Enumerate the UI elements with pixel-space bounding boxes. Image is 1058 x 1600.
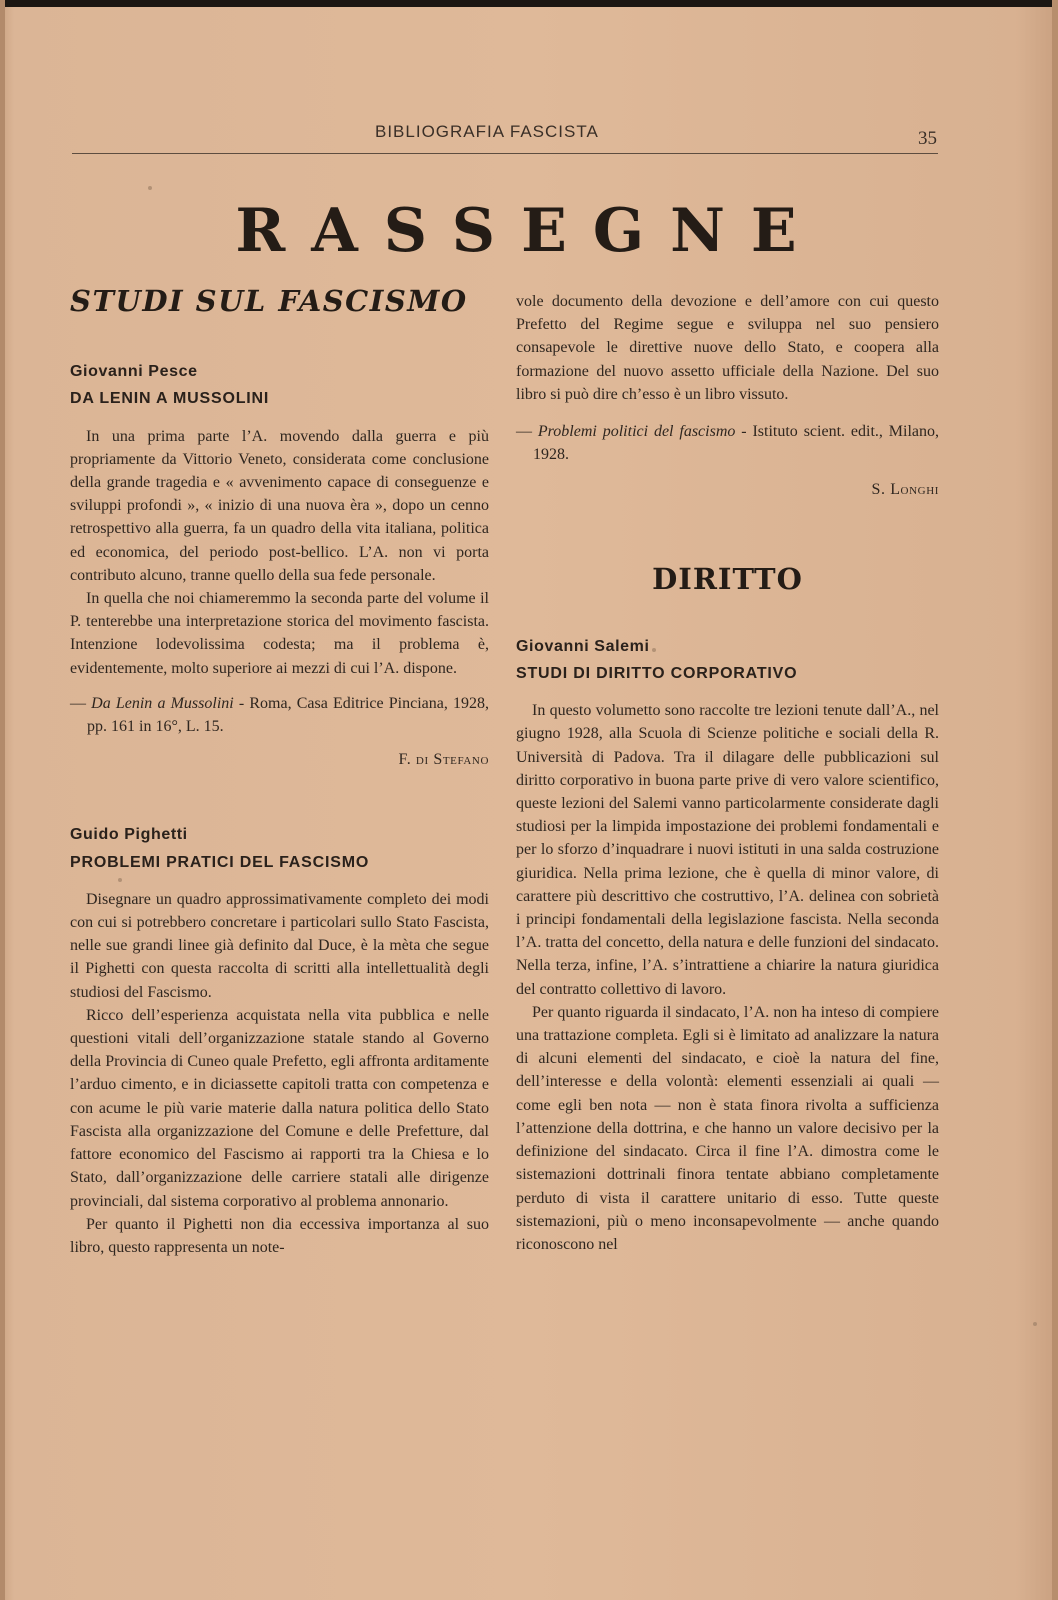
review-author: Guido Pighetti [70, 826, 188, 844]
category-title: DIRITTO [652, 561, 803, 596]
review-body [516, 699, 939, 1256]
reviewer-signature [70, 748, 489, 771]
review-paragraph: Per quanto riguarda il sindacato, l’A. non ha inteso di compiere una trattazione completa. Egli si è limitato ad analizzare la natura di alcuni elementi del sindacato, e cioè la natura del fine, dell’interesse e della volontà: elementi essenziali ai quali — come egli ben nota — non è stata finora rivolta a sufficienza l’attenzione della dottrina, e che hanno un valore decisivo per la definizione del sindacato. Circa il fine l’A. dimostra come le sistemazioni dottrinali finora tentate abbiano completamente perduto di vista il carattere unitario di esso. Tutte queste sistemazioni, più o meno inconsapevolmente — anche quando riconoscono nel [516, 1003, 939, 1253]
review-citation [70, 692, 489, 738]
paper-speck [1033, 1322, 1037, 1326]
review-salemi [516, 635, 939, 1256]
signature-name: di Stefano [415, 751, 489, 769]
review-paragraph: Disegnare un quadro approssimativamente completo dei modi con cui si potrebbero concretare i particolari sullo Stato Fascista, nelle sue grandi linee già definito dal Duce, è la mèta che segue il Pighetti con questa raccolta di scritti alla intellettualità degli studiosi del Fascismo. [70, 890, 489, 1001]
review-title: STUDI DI DIRITTO CORPORATIVO [516, 665, 798, 683]
citation-dash: — [516, 423, 538, 441]
paper-speck [652, 648, 656, 652]
review-body [70, 888, 489, 1259]
signature-initial: S. [871, 481, 891, 499]
citation-title: Problemi politici del fascismo [537, 423, 736, 441]
review-paragraph: vole documento della devozione e dell’amore con cui questo Prefetto del Regime segue e sviluppa nel suo pensiero consapevole le direttive nuove dello Stato, e coopera alla formazione del nuovo assetto ufficiale della Nazione. Del suo libro si può dire ch’esso è un libro vissuto. [516, 293, 939, 403]
review-body [70, 425, 489, 680]
review-citation [516, 420, 939, 466]
review-pighetti [70, 823, 489, 1259]
review-paragraph: Per quanto il Pighetti non dia eccessiva importanza al suo libro, questo rappresenta un note- [70, 1215, 489, 1256]
left-column [70, 284, 489, 1259]
scan-top-border [0, 0, 1058, 7]
review-author: Giovanni Salemi [516, 637, 650, 655]
header-rule [72, 153, 938, 154]
paper-speck [148, 186, 152, 190]
citation-details: - Istituto scient. edit., Milano, 1928. [533, 423, 939, 464]
review-title: PROBLEMI PRATICI DEL FASCISMO [70, 853, 370, 871]
review-paragraph: Ricco dell’esperienza acquistata nella vita pubblica e nelle questioni vitali dell’organizzazione statale stando al Governo della Provincia di Cuneo quale Prefetto, egli affronta arditamente l’arduo cimento, e in diciassette capitoli tratta con competenza e con acume le più varie materie dalla natura politica dello Stato Fascista alla organizzazione del Comune e delle Prefetture, dal fattore economico del Fascismo ai rapporti tra la Chiesa e lo Stato, dall’organizzazione delle carriere statali alle dirigenze provinciali, dal sistema corporativo al problema annonario. [70, 1006, 489, 1210]
review-author: Giovanni Pesce [70, 363, 198, 381]
review-paragraph: In quella che noi chiameremmo la seconda parte del volume il P. tenterebbe una interpretazione storica del movimento fascista. Intenzione lodevolissima codesta; ma il problema è, evidentemente, molto superiore ai mezzi di cui l’A. dispone. [70, 590, 489, 677]
signature-name: Longhi [890, 481, 939, 499]
reviewer-signature [516, 478, 939, 501]
review-pesce [70, 360, 489, 771]
review-paragraph: In una prima parte l’A. movendo dalla guerra e più propriamente da Vittorio Veneto, considerata come conclusione della grande tragedia e « avvenimento capace di conseguenze e sviluppi profondi », « inizio di una nuova èra », dopo un cenno retrospettivo alla guerra, fa un quadro della vita italiana, politica ed economica, del periodo post-bellico. L’A. non vi porta contributo alcuno, tranne quello della sua fede personale. [70, 427, 489, 584]
signature-initial: F. [398, 751, 416, 769]
page-number: 35 [918, 128, 937, 149]
running-head: BIBLIOGRAFIA FASCISTA [375, 122, 599, 141]
citation-dash: — [70, 694, 92, 712]
citation-title: Da Lenin a Mussolini [91, 694, 234, 712]
citation-details: - Roma, Casa Editrice Pinciana, 1928, pp. 161 in 16°, L. 15. [87, 694, 489, 736]
paper-speck [118, 878, 122, 882]
review-title: DA LENIN A MUSSOLINI [70, 390, 270, 408]
review-paragraph: In questo volumetto sono raccolte tre lezioni tenute dall’A., nel giugno 1928, alla Scuola di Scienze politiche e sociali della R. Università di Padova. Tra il dilagare delle pubblicazioni sul diritto corporativo in buona parte prive di vero valore scientifico, queste lezioni del Salemi vanno particolarmente considerate dagli studiosi per la limpida impostazione dei problemi fondamentali e per lo sforzo d’inquadrare i nuovi istituti in una salda costruzione giuridica. Nella prima lezione, che è quella di minor valore, di carattere più descrittivo che costruttivo, l’A. delinea con sobrietà i principi fondamentali della legislazione fascista. Nella seconda l’A. tratta del concetto, della natura e delle funzioni del sindacato. Nella terza, infine, l’A. s’intrattiene a chiarire la natura giuridica del contratto collettivo di lavoro. [516, 702, 939, 998]
right-column [516, 290, 939, 1256]
subsection-title: STUDI SUL FASCISMO [70, 284, 468, 318]
continuation-text [516, 290, 939, 406]
section-title: RASSEGNE [235, 196, 823, 266]
